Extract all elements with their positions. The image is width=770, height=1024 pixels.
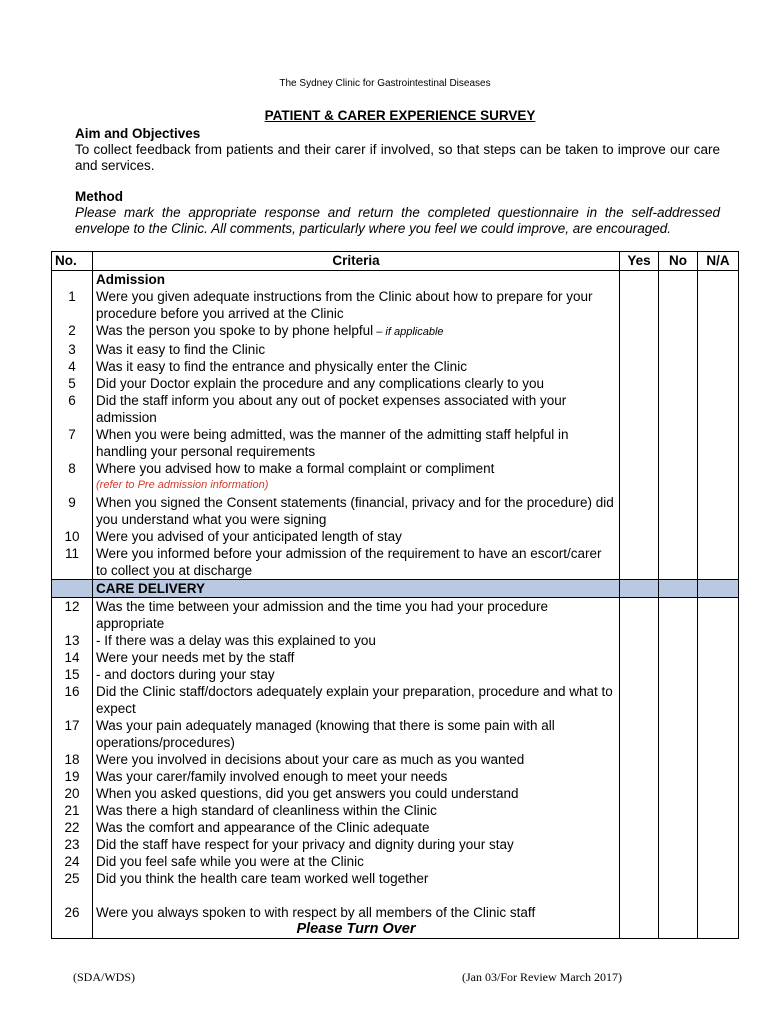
answer-no-11[interactable] [659, 545, 698, 580]
answer-yes-5[interactable] [620, 375, 659, 392]
answer-no-16[interactable] [659, 683, 698, 717]
header-na: N/A [698, 252, 739, 271]
clinic-name: The Sydney Clinic for Gastrointestinal Diseases [279, 78, 491, 89]
criteria-note: – if applicable [373, 326, 444, 338]
table-row [52, 649, 739, 666]
row-criteria [93, 853, 620, 870]
table-row [52, 683, 739, 717]
answer-na-13[interactable] [698, 632, 739, 649]
criteria-text: Was your carer/family involved enough to meet your needs [96, 769, 448, 784]
row-criteria [93, 358, 620, 375]
answer-yes-18[interactable] [620, 751, 659, 768]
section-row-care-delivery [52, 580, 739, 598]
answer-yes-13[interactable] [620, 632, 659, 649]
answer-na-17[interactable] [698, 717, 739, 751]
answer-no-26[interactable] [659, 904, 698, 939]
row-number: 7 [52, 426, 93, 460]
criteria-text: - If there was a delay was this explained to you [96, 633, 376, 648]
answer-yes-21[interactable] [620, 802, 659, 819]
row-criteria [93, 904, 620, 939]
criteria-text: Were you involved in decisions about your care as much as you wanted [96, 752, 525, 767]
row-criteria [93, 666, 620, 683]
table-row [52, 528, 739, 545]
row-number: 14 [52, 649, 93, 666]
answer-na-21[interactable] [698, 802, 739, 819]
row-criteria [93, 494, 620, 528]
table-row [52, 751, 739, 768]
section-fill [698, 580, 739, 598]
answer-no-5[interactable] [659, 375, 698, 392]
row-number: 8 [52, 460, 93, 494]
answer-no-15[interactable] [659, 666, 698, 683]
spacer-cell [698, 887, 739, 904]
header-criteria: Criteria [93, 252, 620, 271]
table-row [52, 785, 739, 802]
row-criteria [93, 341, 620, 358]
answer-yes-26[interactable] [620, 904, 659, 939]
answer-yes-19[interactable] [620, 768, 659, 785]
section-care-delivery: CARE DELIVERY [93, 580, 620, 598]
criteria-text: Were you always spoken to with respect by all members of the Clinic staff [96, 905, 536, 920]
criteria-text: When you asked questions, did you get answers you could understand [96, 786, 519, 801]
row-number: 11 [52, 545, 93, 580]
row-number: 22 [52, 819, 93, 836]
criteria-text: Did the staff inform you about any out of pocket expenses associated with your admission [96, 393, 567, 425]
table-row [52, 460, 739, 494]
criteria-text: Was there a high standard of cleanliness within the Clinic [96, 803, 437, 818]
row-number: 13 [52, 632, 93, 649]
answer-na-11[interactable] [698, 545, 739, 580]
footer-review-date: (Jan 03/For Review March 2017) [462, 970, 622, 984]
answer-no-13[interactable] [659, 632, 698, 649]
footer-code: (SDA/WDS) [73, 970, 135, 984]
row-number: 24 [52, 853, 93, 870]
table-row [52, 358, 739, 375]
answer-yes-9[interactable] [620, 494, 659, 528]
answer-no-20[interactable] [659, 785, 698, 802]
table-row [52, 717, 739, 751]
criteria-text: Was the time between your admission and the time you had your procedure appropriate [96, 599, 548, 631]
row-criteria [93, 683, 620, 717]
row-criteria [93, 288, 620, 322]
method-text: Please mark the appropriate response and return the completed questionnaire in the self-addressed envelope to the Clinic. All comments, particularly where you feel we could improve, are encouraged. [75, 205, 720, 236]
row-number: 12 [52, 598, 93, 633]
answer-na-7[interactable] [698, 426, 739, 460]
row-criteria [93, 545, 620, 580]
row-criteria [93, 632, 620, 649]
answer-no-7[interactable] [659, 426, 698, 460]
spacer-cell [52, 887, 93, 904]
answer-na-6[interactable] [698, 392, 739, 426]
please-turn-over: Please Turn Over [296, 921, 416, 937]
table-row [52, 392, 739, 426]
section-number-blank [52, 580, 93, 598]
answer-no-18[interactable] [659, 751, 698, 768]
table-row [52, 494, 739, 528]
survey-title: PATIENT & CARER EXPERIENCE SURVEY [264, 108, 536, 123]
row-number: 18 [52, 751, 93, 768]
row-criteria [93, 649, 620, 666]
row-criteria [93, 836, 620, 853]
answer-no-3[interactable] [659, 341, 698, 358]
row-criteria [93, 785, 620, 802]
row-number: 19 [52, 768, 93, 785]
row-criteria [93, 528, 620, 545]
spacer-row [52, 887, 739, 904]
answer-no-24[interactable] [659, 853, 698, 870]
answer-no-8[interactable] [659, 460, 698, 494]
row-criteria [93, 426, 620, 460]
aim-heading: Aim and Objectives [75, 126, 201, 141]
answer-yes-10[interactable] [620, 528, 659, 545]
answer-yes-7[interactable] [620, 426, 659, 460]
answer-yes-16[interactable] [620, 683, 659, 717]
row-number: 20 [52, 785, 93, 802]
row-number: 25 [52, 870, 93, 887]
section-row-admission [52, 271, 739, 289]
table-row [52, 904, 739, 939]
criteria-text: Were you advised of your anticipated length of stay [96, 529, 402, 544]
row-number: 4 [52, 358, 93, 375]
answer-no-12[interactable] [659, 598, 698, 633]
criteria-text: When you were being admitted, was the manner of the admitting staff helpful in handling your personal requirements [96, 427, 569, 459]
answer-yes-12[interactable] [620, 598, 659, 633]
row-criteria [93, 717, 620, 751]
section-admission: Admission [93, 271, 620, 289]
table-row [52, 853, 739, 870]
header-no: No. [52, 252, 93, 271]
table-row [52, 666, 739, 683]
row-criteria [93, 598, 620, 633]
survey-table [51, 251, 739, 939]
table-row [52, 288, 739, 322]
criteria-text: Was it easy to find the Clinic [96, 342, 266, 357]
spacer-cell [93, 887, 620, 904]
table-row [52, 341, 739, 358]
answer-no-17[interactable] [659, 717, 698, 751]
answer-na-9[interactable] [698, 494, 739, 528]
row-criteria [93, 375, 620, 392]
answer-na-4[interactable] [698, 358, 739, 375]
criteria-text: Did the staff have respect for your privacy and dignity during your stay [96, 837, 514, 852]
table-row [52, 836, 739, 853]
answer-no-14[interactable] [659, 649, 698, 666]
answer-yes-11[interactable] [620, 545, 659, 580]
criteria-text: - and doctors during your stay [96, 667, 275, 682]
criteria-text: Did the Clinic staff/doctors adequately explain your preparation, procedure and what to expect [96, 684, 613, 716]
answer-no-4[interactable] [659, 358, 698, 375]
answer-na-2[interactable] [698, 322, 739, 341]
answer-na-15[interactable] [698, 666, 739, 683]
table-row [52, 375, 739, 392]
answer-yes-6[interactable] [620, 392, 659, 426]
answer-yes-3[interactable] [620, 341, 659, 358]
answer-na-18[interactable] [698, 751, 739, 768]
answer-yes-23[interactable] [620, 836, 659, 853]
answer-yes-22[interactable] [620, 819, 659, 836]
row-number: 6 [52, 392, 93, 426]
answer-na-12[interactable] [698, 598, 739, 633]
table-header-row [52, 252, 739, 271]
answer-na-14[interactable] [698, 649, 739, 666]
header-no-answer: No [659, 252, 698, 271]
table-row [52, 426, 739, 460]
row-number: 26 [52, 904, 93, 939]
answer-yes-17[interactable] [620, 717, 659, 751]
spacer-cell [620, 887, 659, 904]
criteria-reference-note: (refer to Pre admission information) [96, 479, 269, 491]
table-row [52, 598, 739, 633]
answer-no-1[interactable] [659, 288, 698, 322]
answer-na-24[interactable] [698, 853, 739, 870]
answer-na-8[interactable] [698, 460, 739, 494]
criteria-text: Did you think the health care team worked well together [96, 871, 429, 886]
row-criteria [93, 392, 620, 426]
row-criteria [93, 870, 620, 887]
answer-na-23[interactable] [698, 836, 739, 853]
row-number: 21 [52, 802, 93, 819]
table-row [52, 802, 739, 819]
header-yes: Yes [620, 252, 659, 271]
row-number: 17 [52, 717, 93, 751]
answer-no-21[interactable] [659, 802, 698, 819]
row-number: 16 [52, 683, 93, 717]
answer-na-19[interactable] [698, 768, 739, 785]
table-row [52, 768, 739, 785]
answer-no-25[interactable] [659, 870, 698, 887]
row-number: 23 [52, 836, 93, 853]
criteria-text: Were you informed before your admission of the requirement to have an escort/carer to collect you at discharge [96, 546, 602, 578]
criteria-text: Was the comfort and appearance of the Clinic adequate [96, 820, 430, 835]
section-fill [620, 580, 659, 598]
answer-yes-20[interactable] [620, 785, 659, 802]
answer-no-19[interactable] [659, 768, 698, 785]
row-criteria [93, 768, 620, 785]
answer-no-6[interactable] [659, 392, 698, 426]
answer-na-3[interactable] [698, 341, 739, 358]
answer-na-20[interactable] [698, 785, 739, 802]
row-number: 15 [52, 666, 93, 683]
answer-na-26[interactable] [698, 904, 739, 939]
criteria-text: Where you advised how to make a formal complaint or compliment [96, 461, 495, 476]
row-criteria [93, 802, 620, 819]
section-fill [659, 580, 698, 598]
row-number: 1 [52, 288, 93, 322]
answer-yes-25[interactable] [620, 870, 659, 887]
criteria-text: Were you given adequate instructions from the Clinic about how to prepare for your procedure before you arrived at the Clinic [96, 289, 593, 321]
row-criteria [93, 751, 620, 768]
answer-na-22[interactable] [698, 819, 739, 836]
criteria-text: When you signed the Consent statements (financial, privacy and for the procedure) did you understand what you were signing [96, 495, 614, 527]
answer-na-10[interactable] [698, 528, 739, 545]
row-number: 2 [52, 322, 93, 341]
row-criteria [93, 460, 620, 494]
answer-na-25[interactable] [698, 870, 739, 887]
row-number: 10 [52, 528, 93, 545]
table-row [52, 819, 739, 836]
criteria-text: Did you feel safe while you were at the Clinic [96, 854, 364, 869]
row-number: 9 [52, 494, 93, 528]
answer-no-22[interactable] [659, 819, 698, 836]
criteria-text: Was your pain adequately managed (knowing that there is some pain with all operations/procedures) [96, 718, 555, 750]
answer-no-23[interactable] [659, 836, 698, 853]
answer-yes-8[interactable] [620, 460, 659, 494]
answer-no-9[interactable] [659, 494, 698, 528]
table-row [52, 870, 739, 887]
criteria-text: Was the person you spoke to by phone helpful [96, 323, 374, 338]
row-number: 5 [52, 375, 93, 392]
answer-yes-1[interactable] [620, 288, 659, 322]
criteria-text: Were your needs met by the staff [96, 650, 295, 665]
criteria-text: Was it easy to find the entrance and physically enter the Clinic [96, 359, 467, 374]
answer-yes-14[interactable] [620, 649, 659, 666]
answer-yes-4[interactable] [620, 358, 659, 375]
table-row [52, 545, 739, 580]
answer-na-16[interactable] [698, 683, 739, 717]
method-heading: Method [75, 189, 123, 204]
answer-no-10[interactable] [659, 528, 698, 545]
answer-na-1[interactable] [698, 288, 739, 322]
answer-yes-15[interactable] [620, 666, 659, 683]
answer-yes-2[interactable] [620, 322, 659, 341]
row-criteria [93, 322, 620, 341]
answer-na-5[interactable] [698, 375, 739, 392]
row-number: 3 [52, 341, 93, 358]
aim-text: To collect feedback from patients and their carer if involved, so that steps can be taken to improve our care and services. [75, 142, 720, 173]
criteria-text: Did your Doctor explain the procedure and any complications clearly to you [96, 376, 544, 391]
table-row [52, 322, 739, 341]
answer-no-2[interactable] [659, 322, 698, 341]
answer-yes-24[interactable] [620, 853, 659, 870]
row-criteria [93, 819, 620, 836]
table-row [52, 632, 739, 649]
spacer-cell [659, 887, 698, 904]
